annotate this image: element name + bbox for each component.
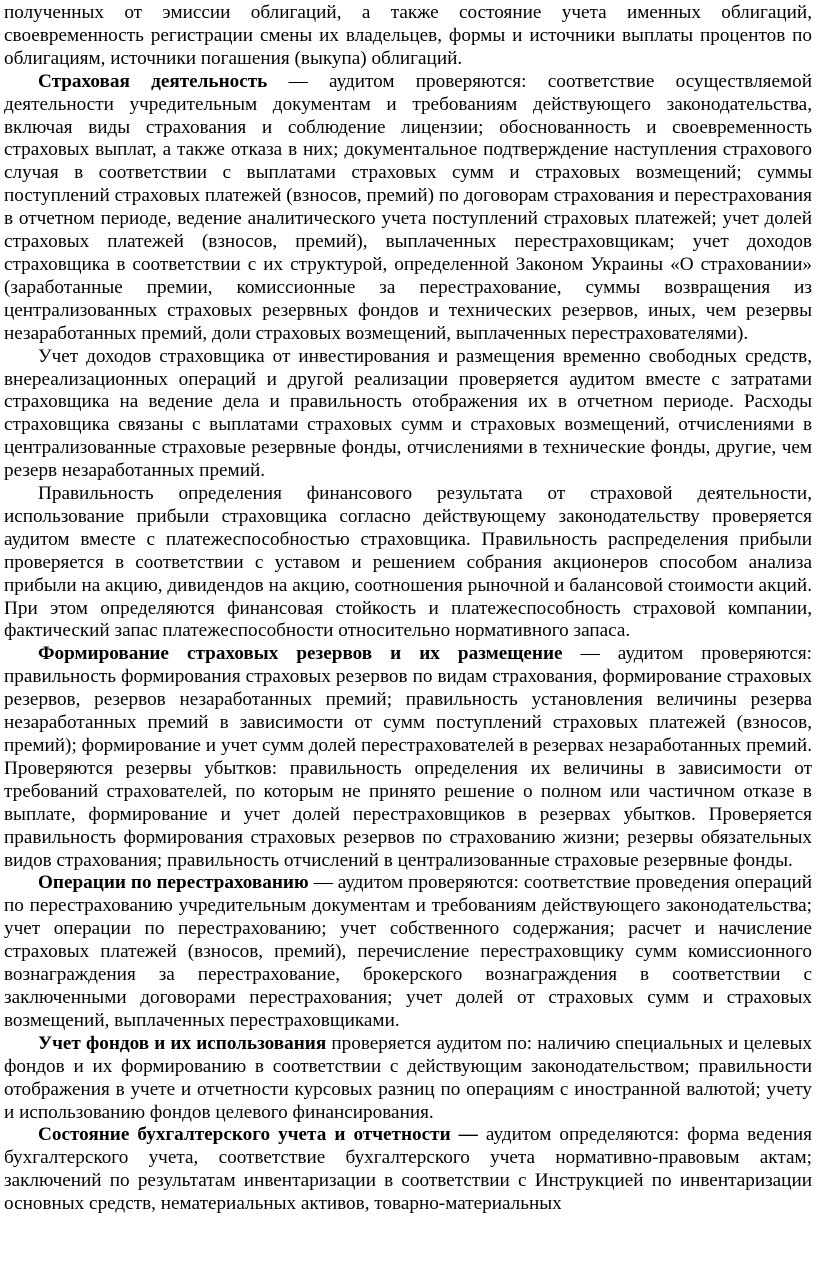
paragraph-bond-emission-continuation — [4, 2, 812, 71]
paragraph-insurance-reserves — [4, 643, 812, 872]
paragraph-text: Правильность определения финансового результата от страховой деятельности, использование прибыли страховщика согласно действующему законодательству проверяется аудитом вместе с платежеспособностью страховщика. Правильность распределения прибыли проверяется в соответствии с уставом и решением собрания акционеров способом анализа прибыли на акцию, дивидендов на акцию, соотношения рыночной и балансовой стоимости акций. При этом определяются финансовая стойкость и платежеспособность страховой компании, фактический запас платежеспособности относительно нормативного запаса. — [4, 483, 812, 642]
section-heading-insurance-reserves: Формирование страховых резервов и их размещение — [38, 643, 563, 665]
paragraph-text: — аудитом проверяются: правильность формирования страховых резервов по видам страхования, формирование страховых резервов, резервов незаработанных премий; правильность установления величины резерва незаработанных премий в зависимости от сумм поступлений страховых платежей (взносов, премий); формирование и учет сумм долей перестрахователей в резервах незаработанных премий. Проверяются резервы убытков: правильность определения их величины в зависимости от требований страхователей, по которым не принято решение о полном или частичном отказе в выплате, формирование и учет долей перестраховщиков в резервах убытков. Проверяется правильность формирования страховых резервов по страхованию жизни; резервы обязательных видов страхования; правильность отчислений в централизованные страховые резервные фонды. — [4, 643, 812, 871]
paragraph-accounting-state — [4, 1124, 812, 1216]
paragraph-text: проверяется аудитом по: наличию специальных и целевых фондов и их формированию в соответствии с действующим законодательством; правильности отображения в учете и отчетности курсовых разниц по операциям с иностранной валютой; учету и использованию фондов целевого финансирования. — [4, 1032, 813, 1123]
paragraph-text: полученных от эмиссии облигаций, а также состояние учета именных облигаций, своевременность регистрации смены их владельцев, формы и источники выплаты процентов по облигациям, источники погашения (выкупа) облигаций. — [4, 2, 812, 69]
paragraph-text: аудитом определяются: форма ведения бухгалтерского учета, соответствие бухгалтерского учета нормативно-правовым актам; заключений по результатам инвентаризации в соответствии с Инструкцией по инвентаризации основных средств, нематериальных активов, товарно-материальных — [4, 1124, 812, 1215]
paragraph-text: — аудитом проверяются: соответствие осуществляемой деятельности учредительным документам и требованиям действующего законодательства, включая виды страхования и соблюдение лицензии; обоснованность и своевременность страховых выплат, а также отказа в них; документальное подтверждение наступления страхового случая в соответствии с выплатами страховых сумм и страховых возмещений; суммы поступлений страховых платежей (взносов, премий) по договорам страхования и перестрахования в отчетном периоде, ведение аналитического учета поступлений страховых платежей; учет долей страховых платежей (взносов, премий), выплаченных перестраховщикам; учет доходов страховщика в соответствии с их структурой, определенной Законом Украины «О страховании» (заработанные премии, комиссионные за перестрахование, суммы возвращения из централизованных страховых резервных фондов и технических резервов, иных, чем резервы незаработанных премий, доли страховых возмещений, выплаченных перестрахователями). — [4, 70, 812, 344]
paragraph-text: Учет доходов страховщика от инвестирования и размещения временно свободных средств, внереализационных операций и другой реализации проверяется аудитом вместе с затратами страховщика на ведение дела и правильность отображения их в отчетном периоде. Расходы страховщика связаны с выплатами страховых сумм и страховых возмещений, отчислениями в централизованные страховые резервные фонды, отчислениями в технические фонды, другие, чем резерв незаработанных премий. — [4, 345, 812, 482]
paragraph-insurer-income — [4, 346, 812, 483]
section-heading-funds-accounting: Учет фондов и их использования — [38, 1032, 327, 1054]
paragraph-funds-accounting — [4, 1033, 812, 1125]
paragraph-text: — аудитом проверяются: соответствие проведения операций по перестрахованию учредительным документам и требованиям действующего законодательства; учет операции по перестрахованию; учет собственного содержания; расчет и начисление страховых платежей (взносов, премий), перечисление перестраховщику сумм комиссионного вознаграждения за перестрахование, брокерского вознаграждения в соответствии с заключенными договорами перестрахования; учет долей от страховых сумм и страховых возмещений, выплаченных перестраховщиками. — [4, 872, 813, 1031]
paragraph-reinsurance — [4, 872, 812, 1032]
paragraph-insurance-activity — [4, 71, 812, 346]
section-heading-accounting-state: Состояние бухгалтерского учета и отчетности — — [38, 1124, 478, 1146]
paragraph-financial-result — [4, 483, 812, 643]
section-heading-insurance-activity: Страховая деятельность — [38, 70, 268, 92]
section-heading-reinsurance: Операции по перестрахованию — [38, 872, 309, 894]
